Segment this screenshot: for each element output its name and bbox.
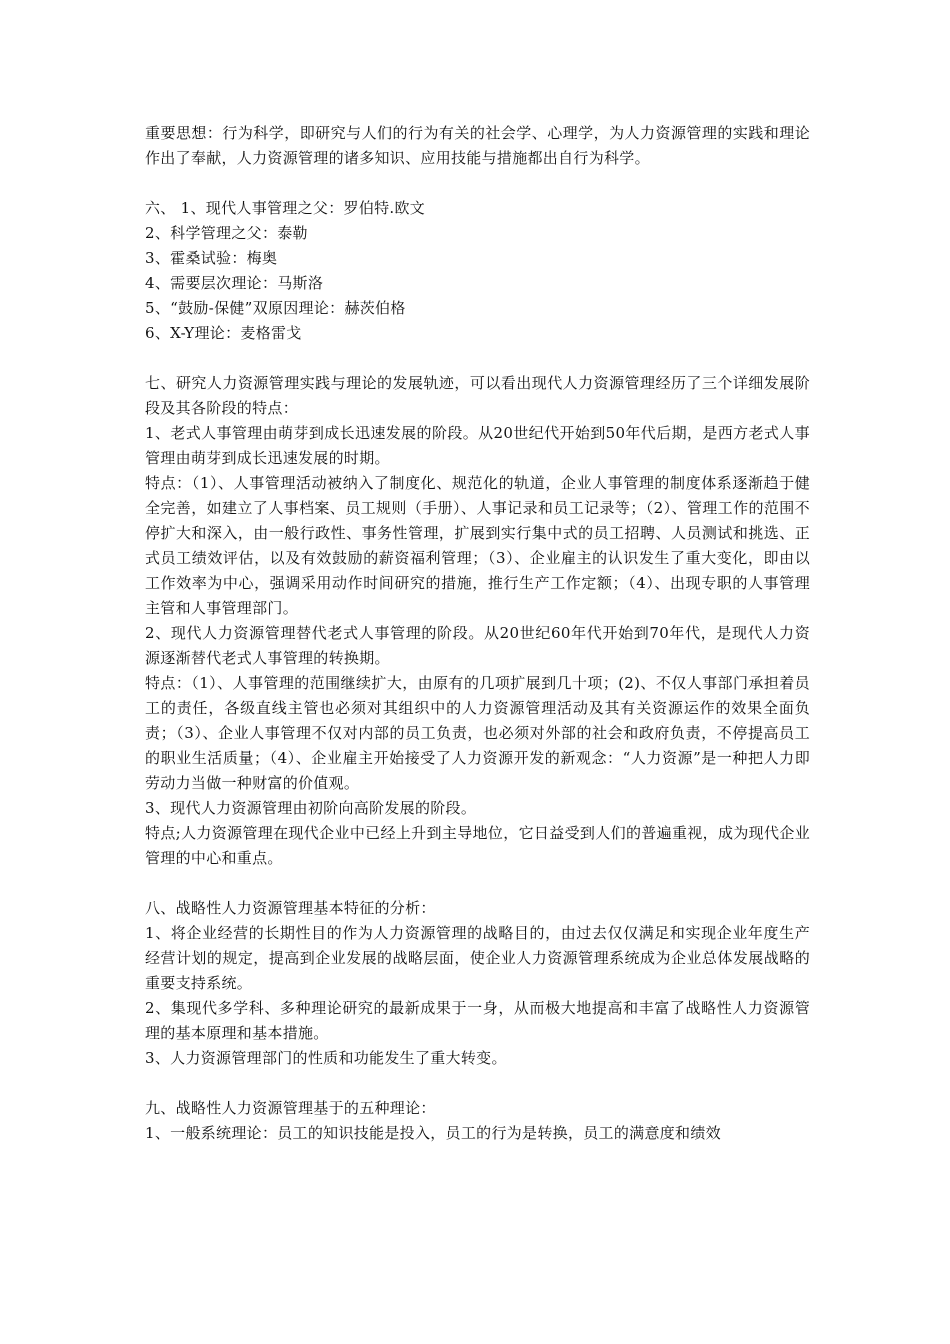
stage-three: 3、现代人力资源管理由初阶向高阶发展的阶段。	[145, 799, 477, 817]
stage-two-features: 特点：（1）、人事管理的范围继续扩大，由原有的几项扩展到几十项；(2)、不仅人事部门承担着员工的责任，各级直线主管也必须对其组织中的人力资源管理活动及其有关资源运作的效果全面负责；（3）、企业人事管理不仅对内部的员工负责，也必须对外部的社会和政府负责，不停提高员工的职业生活质量；（4）、企业雇主开始接受了人力资源开发的新观念：“人力资源”是一种把人力即劳动力当做一种财富的价值观。	[145, 674, 810, 792]
stage-one-features: 特点：（1）、人事管理活动被纳入了制度化、规范化的轨道，企业人事管理的制度体系逐渐趋于健全完善，如建立了人事档案、员工规则（手册）、人事记录和员工记录等；（2）、管理工作的范围不停扩大和深入，由一般行政性、事务性管理，扩展到实行集中式的员工招聘、人员测试和挑选、正式员工绩效评估，以及有效鼓励的薪资福利管理；（3）、企业雇主的认识发生了重大变化，即由以工作效率为中心，强调采用动作时间研究的措施，推行生产工作定额；（4）、出现专职的人事管理主管和人事管理部门。	[145, 474, 810, 617]
section-eight-item-3: 3、人力资源管理部门的性质和功能发生了重大转变。	[145, 1049, 507, 1067]
paragraph-behavioral-science: 重要思想：行为科学，即研究与人们的行为有关的社会学、心理学，为人力资源管理的实践和理论作出了奉献，人力资源管理的诸多知识、应用技能与措施都出自行为科学。	[145, 124, 810, 167]
list-item-mayo: 3、霍桑试验：梅奥	[145, 249, 278, 267]
document-page	[145, 121, 810, 1146]
section-nine-item-1: 1、一般系统理论：员工的知识技能是投入，员工的行为是转换，员工的满意度和绩效	[145, 1124, 721, 1142]
section-eight-item-1: 1、将企业经营的长期性目的作为人力资源管理的战略目的，由过去仅仅满足和实现企业年度生产经营计划的规定，提高到企业发展的战略层面，使企业人力资源管理系统成为企业总体发展战略的重要支持系统。	[145, 924, 810, 992]
section-eight-heading: 八、战略性人力资源管理基本特征的分析：	[145, 899, 436, 917]
stage-two: 2、现代人力资源管理替代老式人事管理的阶段。从20世纪60年代开始到70年代，是现代人力资源逐渐替代老式人事管理的转换期。	[145, 624, 810, 667]
section-nine-heading: 九、战略性人力资源管理基于的五种理论：	[145, 1099, 436, 1117]
section-eight-item-2: 2、集现代多学科、多种理论研究的最新成果于一身，从而极大地提高和丰富了战略性人力资源管理的基本原理和基本措施。	[145, 999, 810, 1042]
stage-one: 1、老式人事管理由萌芽到成长迅速发展的阶段。从20世纪代开始到50年代后期，是西方老式人事管理由萌芽到成长迅速发展的时期。	[145, 424, 810, 467]
section-seven-heading: 七、研究人力资源管理实践与理论的发展轨迹，可以看出现代人力资源管理经历了三个详细发展阶段及其各阶段的特点：	[145, 374, 810, 417]
blank-line	[145, 1071, 810, 1096]
blank-line	[145, 346, 810, 371]
list-item-owen: 六、 1、现代人事管理之父：罗伯特.欧文	[145, 199, 426, 217]
blank-line	[145, 171, 810, 196]
list-item-taylor: 2、科学管理之父：泰勒	[145, 224, 308, 242]
list-item-mcgregor: 6、X-Y理论：麦格雷戈	[145, 324, 302, 342]
stage-three-features: 特点;人力资源管理在现代企业中已经上升到主导地位，它日益受到人们的普遍重视，成为现代企业管理的中心和重点。	[145, 824, 810, 867]
list-item-herzberg: 5、“鼓励-保健”双原因理论：赫茨伯格	[145, 299, 406, 317]
list-item-maslow: 4、需要层次理论：马斯洛	[145, 274, 324, 292]
blank-line	[145, 871, 810, 896]
